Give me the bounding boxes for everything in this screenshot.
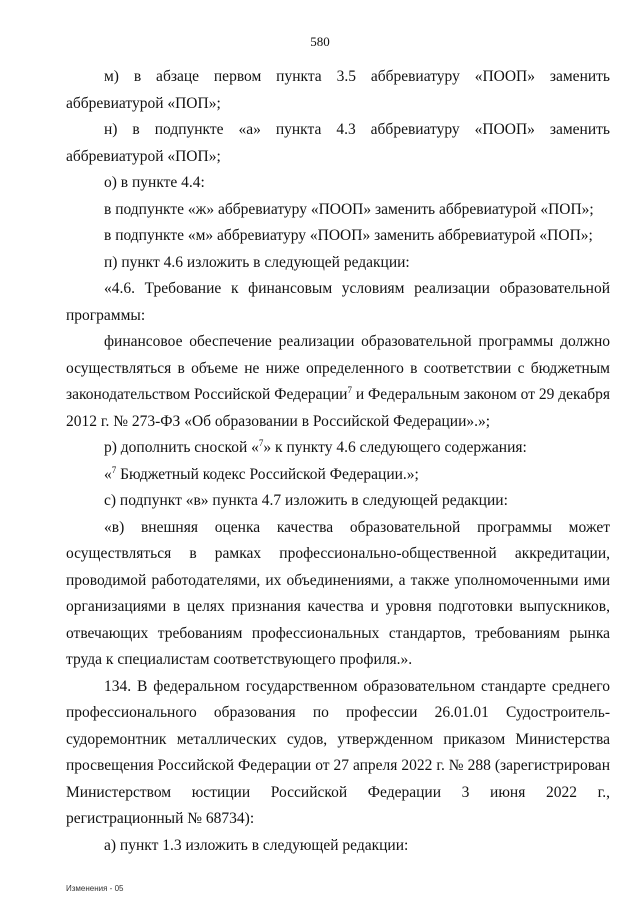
- paragraph-o-zh: в подпункте «ж» аббревиатуру «ПООП» заменить аббревиатурой «ПОП»;: [104, 200, 594, 218]
- paragraph-o: о) в пункте 4.4:: [104, 174, 205, 191]
- paragraph-v-quality: «в) внешняя оценка качества образовательной программы может осуществляться в рамках профессионально-общественной аккредитации, проводимой работодателями, их объединениями, а также уполномоченными ими организациями в целях признания качества и уровня подготовки выпускников, отвечающих требованиям профессиональных стандартов, требованиям рынка труда к специалистам соответствующего профиля.».: [66, 518, 610, 668]
- footnote-mark-7: 7: [258, 438, 264, 448]
- footnote-ref-7: 7: [347, 385, 352, 395]
- paragraph-4-6-body: [66, 329, 610, 435]
- paragraph-r: [66, 435, 610, 462]
- paragraph-r-part2: » к пункту 4.6 следующего содержания:: [263, 439, 527, 456]
- footnote-text: [66, 462, 610, 489]
- document-body: [66, 64, 610, 859]
- paragraph-4-6-part1: финансовое обеспечение реализации образовательной программы должно осуществляться в объеме не ниже определенного в соответствии с бюджетным законодательством Российской Федерации: [66, 333, 610, 403]
- paragraph-m: м) в абзаце первом пункта 3.5 аббревиатуру «ПООП» заменить аббревиатурой «ПОП»;: [66, 68, 610, 112]
- paragraph-s: с) подпункт «в» пункта 4.7 изложить в следующей редакции:: [104, 492, 508, 509]
- footer-label: Изменения - 05: [66, 884, 124, 893]
- paragraph-p: п) пункт 4.6 изложить в следующей редакции:: [104, 253, 410, 271]
- paragraph-4-6-part2: и Федеральным законом от 29 декабря 2012 г. № 273-ФЗ «Об образовании в Российской Федерации».»;: [66, 386, 610, 430]
- paragraph-o-m: в подпункте «м» аббревиатуру «ПООП» заменить аббревиатурой «ПОП»;: [104, 227, 593, 244]
- paragraph-r-part1: р) дополнить сноской «: [104, 439, 259, 456]
- footnote-body: Бюджетный кодекс Российской Федерации.»;: [116, 465, 419, 483]
- paragraph-n: н) в подпункте «а» пункта 4.3 аббревиатуру «ПООП» заменить аббревиатурой «ПОП»;: [66, 121, 610, 165]
- footnote-number-7: 7: [111, 464, 117, 475]
- paragraph-4-6-heading: «4.6. Требование к финансовым условиям реализации образовательной программы:: [66, 280, 610, 324]
- footnote-open-quote: «: [104, 465, 112, 483]
- paragraph-134: 134. В федеральном государственном образовательном стандарте среднего профессионального образования по профессии 26.01.01 Судостроитель-судоремонтник металлических судов, утвержденном приказом Министерства просвещения Российской Федерации от 27 апреля 2022 г. № 288 (зарегистрирован Министерством юстиции Российской Федерации 3 июня 2022 г., регистрационный № 68734):: [66, 677, 610, 827]
- paragraph-a: а) пункт 1.3 изложить в следующей редакции:: [104, 836, 409, 854]
- page-number: 580: [310, 34, 330, 49]
